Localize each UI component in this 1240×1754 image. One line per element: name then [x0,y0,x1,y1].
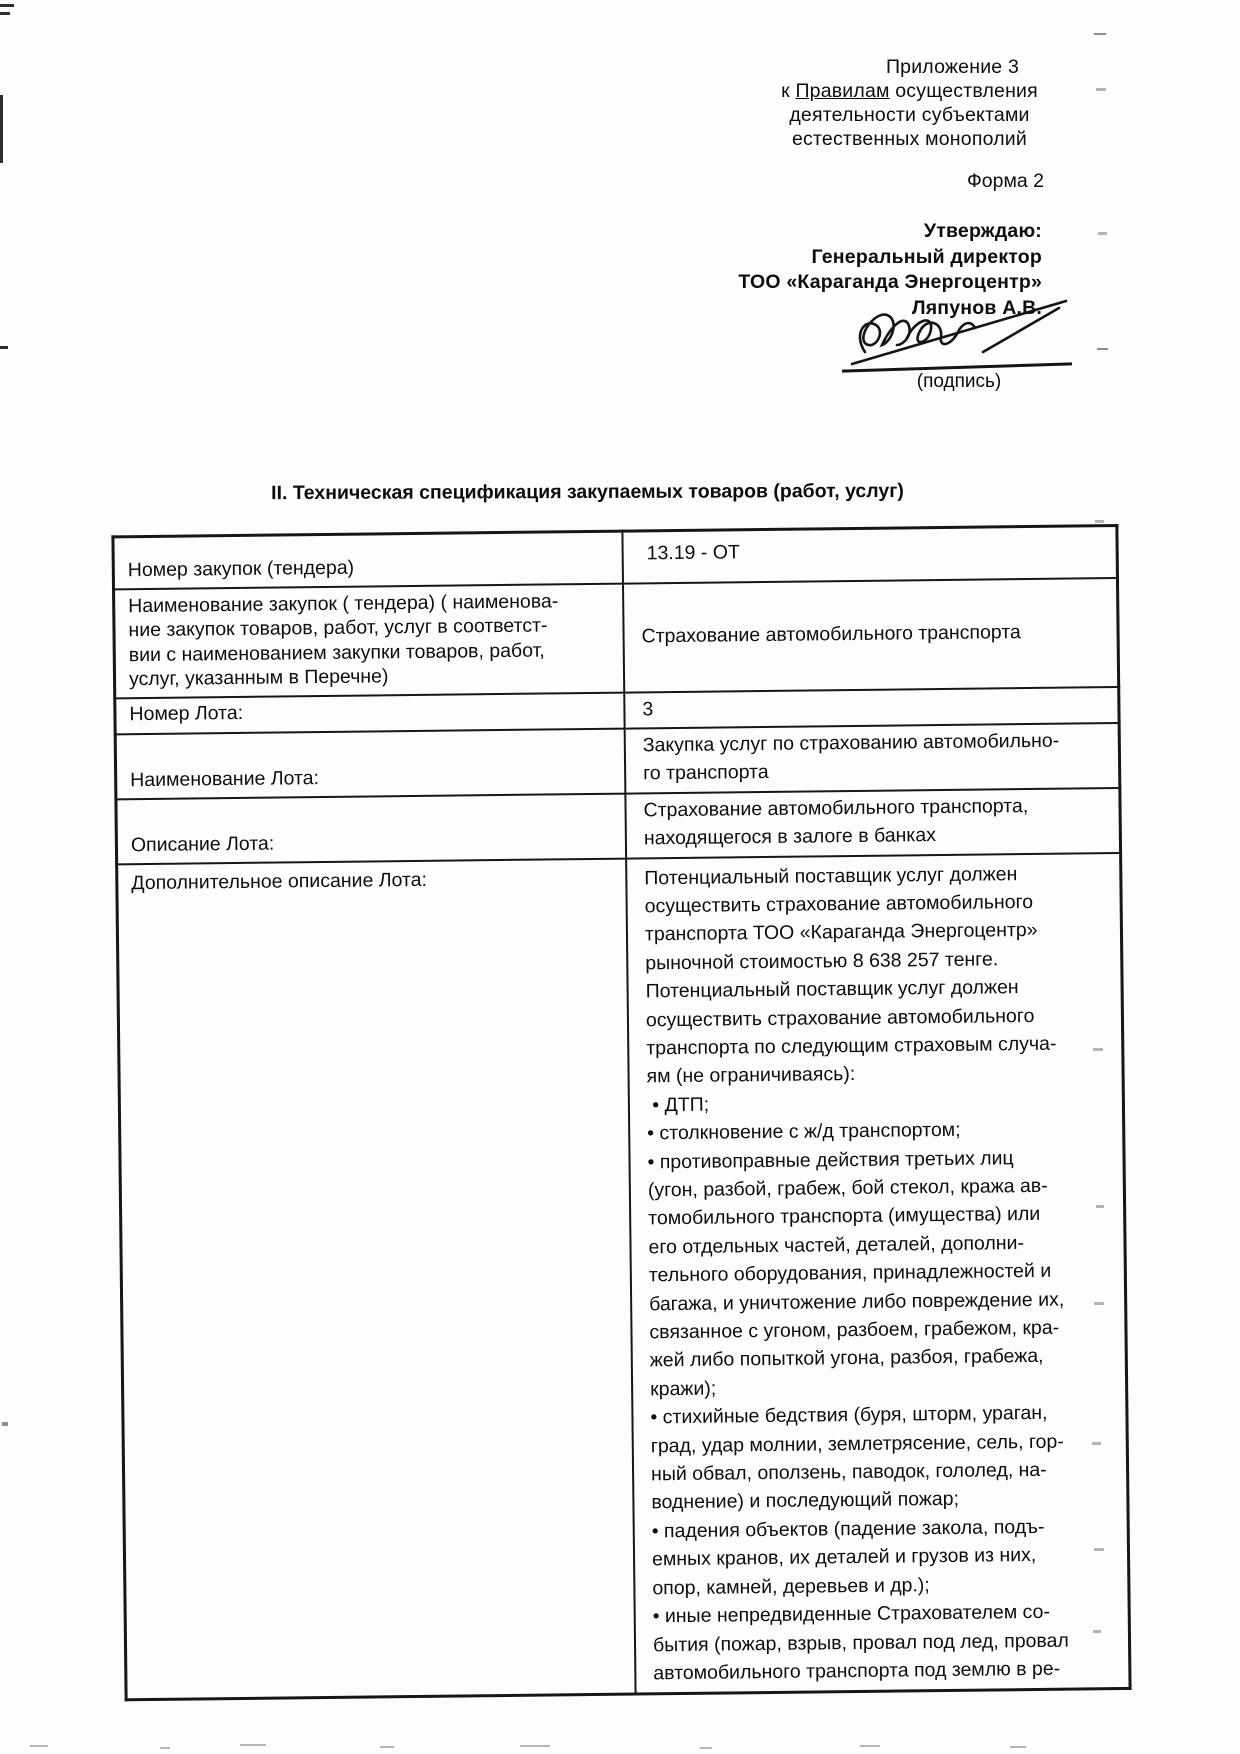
scan-artifact [160,1747,170,1749]
handwritten-signature-icon [845,296,1073,372]
scan-artifact [1010,1746,1026,1748]
appendix-line: Приложение 3 [885,56,1019,78]
scan-artifact [1098,232,1107,235]
row-value: Закупка услуг по страхованию автомобильно- го транспорта [625,723,1120,793]
row-label: Дополнительное описание Лота: [117,858,636,1700]
row-label: Наименование закупок ( тендера) ( наименова- ние закупок товаров, работ, услуг в соответст- вии с наименованием закупки товаров, работ, услуг, указанным в Перечне) [114,583,625,698]
appendix-line: деятельности субъектами [789,104,1030,126]
table-row-lot-additional-description [117,853,1130,1700]
rules-link-text: Правилам [795,80,890,102]
row-value: 13.19 - ОТ [622,525,1117,583]
scan-artifact [700,1747,712,1749]
scan-artifact [1095,520,1104,523]
scan-artifact [1096,88,1106,91]
scan-artifact [520,1745,550,1747]
scan-artifact [1096,1205,1104,1208]
scan-artifact [0,12,10,15]
row-value: Страхование автомобильного транспорта, находящегося в залоге в банках [625,788,1120,858]
scan-artifact [380,1746,394,1748]
row-label: Номер Лота: [115,692,625,734]
scan-artifact [1094,33,1106,35]
appendix-line2-prefix: к [781,80,796,102]
spec-table-wrap [111,525,1069,1702]
scan-artifact [2,1422,8,1426]
approval-line: Утверждаю: [923,220,1042,242]
scan-artifact [0,346,8,349]
scan-artifact [1093,1630,1101,1633]
spec-table [111,524,1131,1701]
table-row-lot-description [116,788,1121,864]
approval-line: Генеральный директор [811,245,1042,268]
appendix-reference-block [772,55,1047,151]
row-label: Наименование Лота: [115,728,625,799]
approval-line: Ляпунов А.В. [911,296,1042,319]
row-value: Потенциальный поставщик услуг должен осуществить страхование автомобильного транспорта ТОО «Караганда Энергоцентр» рыночной стоимостью 8 638 257 тенге. Потенциальный поставщик услуг должен осуществить страхование автомобильного транспорта по следующим страховым случа- ям (не ограничиваясь): • ДТП; • столкновение с ж/д транспортом; • противоправные действия третьих лиц (угон, разбой, грабеж, бой стекол, кража ав- томобильного транспорта (имущества) или его отдельных частей, деталей, дополни- тельного оборудования, принадлежностей и багажа, и уничтожение либо повреждение их, связанное с угоном, разбоем, грабежом, кра- жей либо попыткой угона, разбоя, грабежа, кражи); • стихийные бедствия (буря, шторм, ураган, град, удар молнии, землетрясение, сель, гор- ный обвал, оползень, паводок, гололед, на- воднение) и последующий пожар; • падения объектов (падение закола, подъ- емных кранов, их деталей и грузов из них, опор, камней, деревьев и др.); • иные непредвиденные Страхователем со- бытия (пожар, взрыв, провал под лед, провал автомобильного транспорта под землю в ре- [626,853,1130,1695]
appendix-line2-suffix: осуществления [889,80,1038,102]
row-value: 3 [624,686,1119,728]
appendix-line [772,79,1047,103]
scan-artifact [1094,1548,1104,1551]
section-title: II. Техническая спецификация закупаемых товаров (работ, услуг) [271,479,904,505]
scan-artifact [860,1745,880,1747]
row-label: Номер закупок (тендера) [113,531,623,589]
scan-artifact [0,4,14,7]
row-value: Страхование автомобильного транспорта [623,577,1119,692]
scan-artifact [240,1744,266,1746]
scan-artifact [1093,1048,1103,1051]
scan-artifact [1094,1302,1104,1305]
scan-artifact [0,95,3,163]
scan-artifact [1092,1442,1101,1445]
row-label: Описание Лота: [116,793,626,864]
table-row-lot-name [115,723,1120,799]
scan-artifact [1097,348,1108,350]
table-row-tender-name [114,577,1119,697]
signature-caption: (подпись) [916,371,1002,392]
appendix-line: естественных монополий [792,128,1027,150]
approval-line: ТОО «Караганда Энергоцентр» [738,271,1042,293]
form-number-label: Форма 2 [966,170,1044,192]
scan-artifact [30,1745,48,1747]
